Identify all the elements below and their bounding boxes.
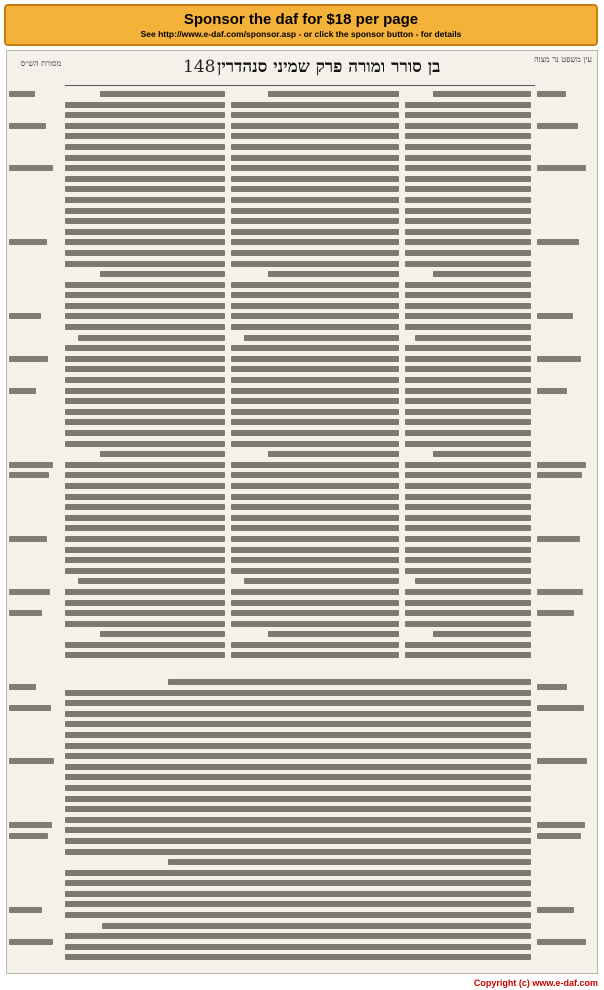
text-line: [231, 356, 399, 362]
text-line: [65, 557, 225, 563]
text-line: [9, 123, 46, 129]
text-line: [405, 356, 531, 362]
text-line: [65, 112, 225, 118]
text-line: [231, 483, 399, 489]
text-line: [537, 939, 586, 945]
text-line: [405, 621, 531, 627]
text-line: [9, 388, 36, 394]
text-line: [231, 398, 399, 404]
text-line: [405, 324, 531, 330]
masoret-hashas-column: [9, 91, 61, 971]
text-line: [231, 165, 399, 171]
text-line: [231, 388, 399, 394]
text-line: [405, 462, 531, 468]
text-line: [244, 578, 399, 584]
text-line: [433, 451, 531, 457]
text-line: [231, 229, 399, 235]
text-line: [405, 494, 531, 500]
masoret-hashas-label: מסורת הש״ס: [20, 59, 62, 68]
text-line: [102, 923, 531, 929]
text-line: [268, 451, 399, 457]
text-line: [65, 261, 225, 267]
text-line: [268, 91, 399, 97]
text-line: [65, 515, 225, 521]
text-line: [65, 377, 225, 383]
text-line: [65, 324, 225, 330]
text-line: [231, 621, 399, 627]
text-line: [231, 536, 399, 542]
text-line: [65, 525, 225, 531]
text-line: [244, 335, 399, 341]
text-line: [433, 631, 531, 637]
text-line: [231, 377, 399, 383]
text-line: [231, 112, 399, 118]
text-line: [65, 817, 531, 823]
text-line: [231, 652, 399, 658]
text-line: [537, 239, 579, 245]
text-line: [405, 102, 531, 108]
text-line: [405, 515, 531, 521]
text-line: [65, 441, 225, 447]
text-line: [231, 144, 399, 150]
text-line: [231, 303, 399, 309]
text-line: [231, 472, 399, 478]
text-line: [9, 610, 42, 616]
text-line: [65, 711, 531, 717]
text-line: [433, 91, 531, 97]
text-line: [231, 589, 399, 595]
text-line: [65, 123, 225, 129]
text-line: [405, 112, 531, 118]
text-line: [405, 568, 531, 574]
text-line: [65, 430, 225, 436]
text-line: [65, 536, 225, 542]
text-line: [231, 313, 399, 319]
text-line: [65, 409, 225, 415]
text-line: [231, 155, 399, 161]
text-line: [405, 282, 531, 288]
text-line: [405, 345, 531, 351]
text-line: [231, 261, 399, 267]
text-line: [65, 186, 225, 192]
text-line: [9, 705, 51, 711]
text-line: [405, 547, 531, 553]
text-line: [9, 165, 53, 171]
text-line: [65, 303, 225, 309]
text-line: [537, 356, 581, 362]
text-line: [537, 907, 574, 913]
text-line: [231, 123, 399, 129]
text-line: [65, 600, 225, 606]
copyright[interactable]: Copyright (c) www.e-daf.com: [473, 978, 598, 988]
text-line: [405, 303, 531, 309]
text-line: [65, 218, 225, 224]
text-line: [9, 939, 53, 945]
text-line: [231, 409, 399, 415]
text-line: [405, 133, 531, 139]
text-line: [231, 176, 399, 182]
text-line: [231, 292, 399, 298]
text-line: [65, 133, 225, 139]
text-line: [405, 419, 531, 425]
text-line: [65, 208, 225, 214]
text-line: [405, 313, 531, 319]
text-line: [231, 102, 399, 108]
text-line: [9, 239, 47, 245]
text-line: [537, 165, 586, 171]
text-line: [537, 536, 580, 542]
text-line: [65, 494, 225, 500]
text-line: [100, 631, 225, 637]
text-line: [537, 758, 587, 764]
text-line: [65, 345, 225, 351]
text-line: [100, 91, 225, 97]
text-line: [405, 239, 531, 245]
talmud-page: [6, 50, 598, 974]
text-line: [65, 356, 225, 362]
text-line: [231, 557, 399, 563]
text-line: [65, 764, 531, 770]
text-line: [537, 472, 582, 478]
text-line: [65, 621, 225, 627]
text-line: [168, 679, 531, 685]
text-line: [231, 610, 399, 616]
sponsor-title[interactable]: Sponsor the daf for $18 per page: [183, 11, 419, 28]
text-line: [65, 568, 225, 574]
text-line: [65, 472, 225, 478]
text-line: [65, 589, 225, 595]
text-line: [537, 822, 585, 828]
text-line: [65, 891, 531, 897]
text-line: [65, 912, 531, 918]
text-line: [65, 944, 531, 950]
sponsor-banner[interactable]: [4, 4, 598, 46]
text-line: [537, 462, 586, 468]
text-line: [65, 870, 531, 876]
text-line: [537, 833, 581, 839]
text-line: [65, 547, 225, 553]
text-line: [405, 652, 531, 658]
text-line: [65, 229, 225, 235]
text-line: [65, 313, 225, 319]
text-line: [231, 366, 399, 372]
text-line: [405, 186, 531, 192]
text-line: [405, 123, 531, 129]
text-line: [231, 642, 399, 648]
text-line: [405, 589, 531, 595]
text-line: [405, 600, 531, 606]
text-line: [231, 282, 399, 288]
text-line: [65, 753, 531, 759]
text-line: [405, 557, 531, 563]
text-line: [231, 345, 399, 351]
ein-mishpat-column: [537, 91, 595, 971]
text-line: [537, 91, 566, 97]
text-line: [405, 197, 531, 203]
text-line: [405, 525, 531, 531]
ein-mishpat-label: עין משפט נר מצוה: [534, 55, 592, 64]
text-line: [268, 631, 399, 637]
text-line: [231, 600, 399, 606]
text-line: [405, 144, 531, 150]
text-line: [100, 451, 225, 457]
text-line: [231, 515, 399, 521]
text-line: [405, 430, 531, 436]
text-line: [65, 366, 225, 372]
text-line: [65, 398, 225, 404]
text-line: [65, 239, 225, 245]
text-line: [537, 684, 567, 690]
text-line: [168, 859, 531, 865]
text-line: [405, 250, 531, 256]
sponsor-subtitle[interactable]: See http://www.e-daf.com/sponsor.asp - or click the sponsor button - for details: [140, 29, 462, 39]
text-line: [65, 388, 225, 394]
text-line: [65, 732, 531, 738]
text-line: [231, 462, 399, 468]
text-line: [231, 568, 399, 574]
text-line: [231, 208, 399, 214]
text-line: [537, 589, 583, 595]
text-line: [405, 472, 531, 478]
text-line: [65, 610, 225, 616]
text-line: [9, 536, 47, 542]
text-line: [65, 462, 225, 468]
text-line: [65, 652, 225, 658]
gemara-column: [231, 91, 399, 671]
text-line: [405, 165, 531, 171]
text-line: [65, 483, 225, 489]
text-line: [405, 208, 531, 214]
text-line: [9, 822, 52, 828]
text-line: [231, 186, 399, 192]
text-line: [537, 610, 574, 616]
text-line: [65, 721, 531, 727]
text-line: [405, 176, 531, 182]
text-line: [405, 229, 531, 235]
text-line: [231, 133, 399, 139]
text-line: [405, 261, 531, 267]
text-line: [9, 313, 41, 319]
text-line: [405, 218, 531, 224]
text-line: [65, 796, 531, 802]
text-line: [65, 785, 531, 791]
text-line: [65, 176, 225, 182]
text-line: [231, 547, 399, 553]
text-line: [9, 758, 54, 764]
text-line: [405, 398, 531, 404]
text-line: [65, 642, 225, 648]
text-line: [65, 250, 225, 256]
tosafot-column: [65, 91, 225, 671]
text-line: [433, 271, 531, 277]
text-line: [65, 827, 531, 833]
rashi-column: [405, 91, 531, 671]
text-line: [65, 419, 225, 425]
text-line: [405, 292, 531, 298]
text-line: [537, 313, 573, 319]
text-line: [9, 907, 42, 913]
text-line: [9, 462, 53, 468]
text-line: [415, 335, 531, 341]
page-number: 148: [183, 57, 216, 77]
text-line: [415, 578, 531, 584]
text-line: [231, 218, 399, 224]
header-rule: [65, 85, 535, 86]
text-line: [65, 849, 531, 855]
text-line: [537, 705, 584, 711]
text-line: [231, 197, 399, 203]
text-line: [65, 954, 531, 960]
text-line: [65, 292, 225, 298]
text-line: [231, 239, 399, 245]
text-line: [405, 504, 531, 510]
text-line: [65, 806, 531, 812]
bottom-commentary: [65, 679, 531, 969]
text-line: [78, 335, 225, 341]
text-line: [405, 536, 531, 542]
text-line: [65, 197, 225, 203]
text-line: [65, 165, 225, 171]
text-line: [405, 388, 531, 394]
text-line: [405, 366, 531, 372]
text-line: [231, 430, 399, 436]
text-line: [405, 441, 531, 447]
text-line: [405, 483, 531, 489]
text-line: [405, 409, 531, 415]
text-line: [9, 833, 48, 839]
text-line: [65, 504, 225, 510]
text-line: [65, 880, 531, 886]
text-line: [537, 123, 578, 129]
text-line: [65, 155, 225, 161]
text-line: [231, 441, 399, 447]
page-header: [7, 51, 597, 85]
text-line: [9, 589, 50, 595]
text-line: [65, 901, 531, 907]
running-title: בן סורר ומורה פרק שמיני סנהדרין: [217, 57, 441, 77]
text-line: [405, 155, 531, 161]
text-line: [231, 494, 399, 500]
text-line: [231, 419, 399, 425]
text-line: [65, 933, 531, 939]
text-line: [65, 102, 225, 108]
text-line: [9, 91, 35, 97]
text-line: [231, 250, 399, 256]
text-line: [231, 324, 399, 330]
text-line: [65, 774, 531, 780]
text-line: [65, 700, 531, 706]
text-line: [9, 472, 49, 478]
text-line: [405, 642, 531, 648]
text-line: [9, 356, 48, 362]
text-line: [405, 377, 531, 383]
text-line: [65, 282, 225, 288]
text-line: [537, 388, 567, 394]
text-line: [231, 525, 399, 531]
text-line: [231, 504, 399, 510]
text-line: [78, 578, 225, 584]
text-line: [405, 610, 531, 616]
text-line: [9, 684, 36, 690]
text-line: [65, 743, 531, 749]
text-line: [268, 271, 399, 277]
text-line: [65, 838, 531, 844]
text-line: [100, 271, 225, 277]
text-line: [65, 690, 531, 696]
text-line: [65, 144, 225, 150]
